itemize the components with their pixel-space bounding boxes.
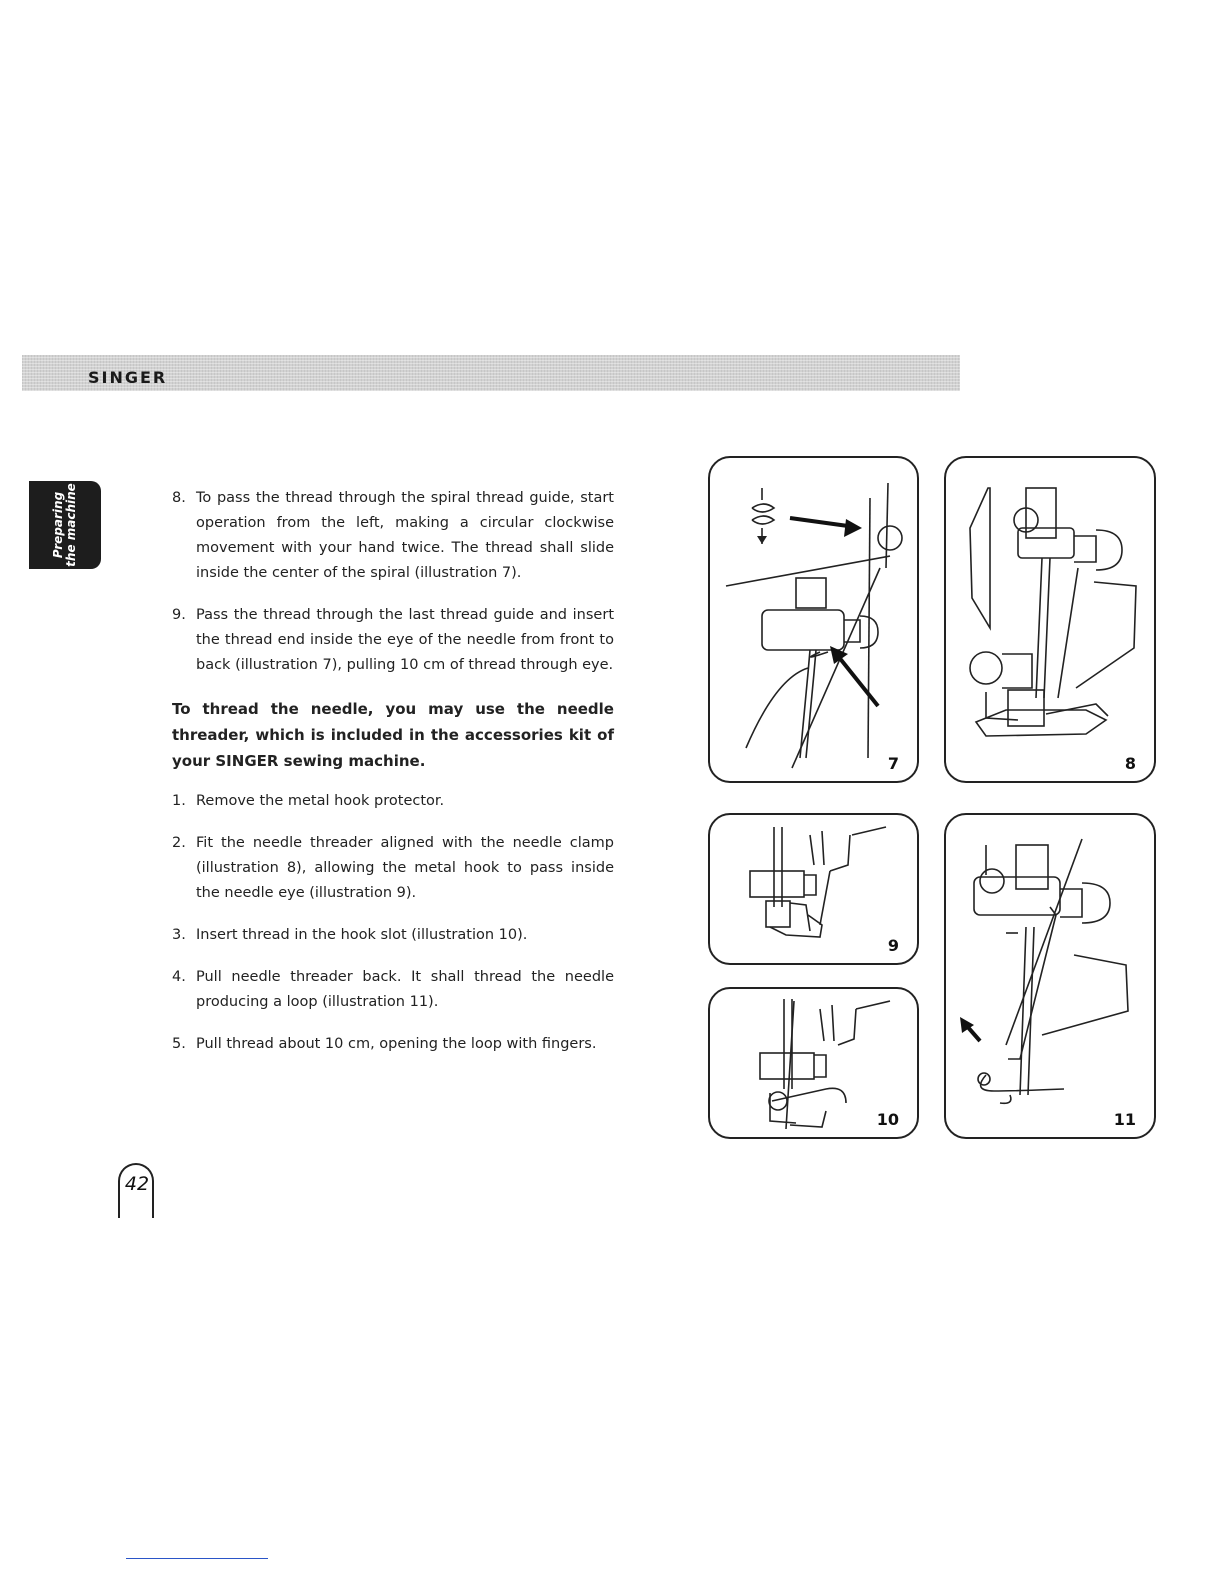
section-tab-label: [52, 481, 78, 569]
illustration-8: [944, 456, 1156, 783]
step-text: Pass the thread through the last thread guide and insert the thread end inside the eye of the needle from front to back (illustration 7), pulling 10 cm of thread through eye.: [196, 607, 614, 673]
step-text: Insert thread in the hook slot (illustration 10).: [196, 927, 528, 943]
step-item: [172, 789, 614, 814]
section-tab-line1: Preparing: [51, 491, 65, 559]
illustration-7: [708, 456, 919, 783]
illustration-11: [944, 813, 1156, 1139]
step-number: 5.: [172, 1036, 186, 1052]
step-item: [172, 965, 614, 1015]
illustration-number: 8: [1124, 754, 1136, 773]
needle-spiral-guide-illustration: [710, 458, 919, 783]
step-number: 1.: [172, 793, 186, 809]
illustration-number: 11: [1113, 1110, 1136, 1129]
illustration-number: 9: [887, 936, 899, 955]
step-item: [172, 1032, 614, 1057]
illustration-9: [708, 813, 919, 965]
step-text: Fit the needle threader aligned with the needle clamp (illustration 8), allowing the metal hook to pass inside the needle eye (illustration 9).: [196, 835, 614, 901]
step-item: [172, 486, 614, 586]
step-number: 9.: [172, 607, 186, 623]
instructions-column: [172, 486, 614, 1057]
step-text: Pull needle threader back. It shall thread the needle producing a loop (illustration 11).: [196, 969, 614, 1010]
step-item: [172, 831, 614, 906]
step-number: 4.: [172, 969, 186, 985]
section-tab-line2: the machine: [64, 483, 78, 567]
step-number: 2.: [172, 835, 186, 851]
step-item: [172, 923, 614, 948]
step-number: 3.: [172, 927, 186, 943]
step-text: Remove the metal hook protector.: [196, 793, 445, 809]
illustration-10: [708, 987, 919, 1139]
page-number: 42: [124, 1173, 150, 1195]
step-text: Pull thread about 10 cm, opening the loop with fingers.: [196, 1036, 597, 1052]
illustration-number: 7: [887, 754, 899, 773]
footer-rule: [126, 1558, 268, 1559]
step-number: 8.: [172, 490, 186, 506]
step-text: To pass the thread through the spiral thread guide, start operation from the left, making a circular clockwise movement with your hand twice. The thread shall slide inside the center of the spiral (illustration 7).: [196, 490, 614, 581]
thread-loop-illustration: [946, 815, 1156, 1139]
threader-note: To thread the needle, you may use the needle threader, which is included in the accessories kit of your SINGER sewing machine.: [172, 700, 614, 770]
illustration-number: 10: [876, 1110, 899, 1129]
step-item: [172, 603, 614, 678]
needle-clamp-threader-illustration: [946, 458, 1156, 783]
brand-logo: SINGER: [88, 368, 168, 387]
